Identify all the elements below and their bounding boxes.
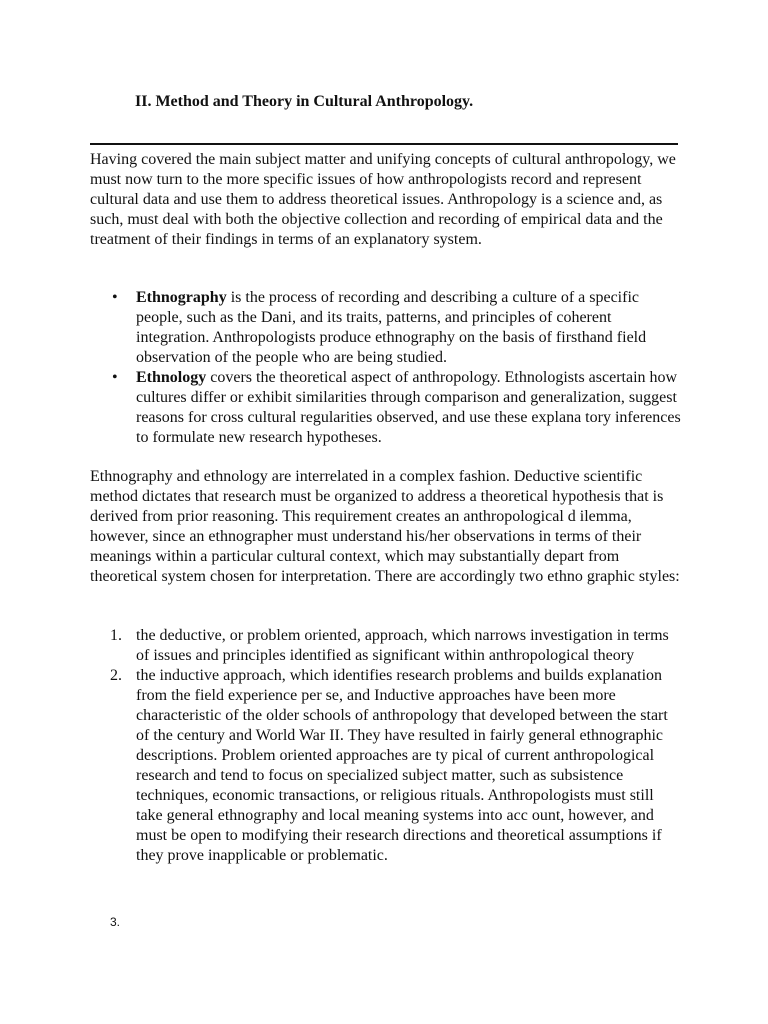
bullet-icon: • xyxy=(112,369,118,386)
list-number: 1. xyxy=(110,627,122,644)
definitions-list xyxy=(90,288,682,448)
term-ethnology: Ethnology xyxy=(136,369,207,386)
definition-ethnology: covers the theoretical aspect of anthropology. Ethnologists ascertain how cultures differ or exhibit similarities through comparison and generalization, suggest reasons for cross cultural regularities observed, and use these explana tory inferences to formulate new research hypotheses. xyxy=(136,369,681,446)
list-item-ethnography xyxy=(90,288,682,368)
list-item-inductive xyxy=(90,666,682,866)
list-item-deductive xyxy=(90,626,682,666)
definition-ethnography: is the process of recording and describing a culture of a specific people, such as the Dani, and its traits, patterns, and principles of coherent integration. Anthropologists produce ethnography on the basis of firsthand field observation of the people who are being studied. xyxy=(136,289,647,366)
list-item-ethnology xyxy=(90,368,682,448)
intro-paragraph: Having covered the main subject matter and unifying concepts of cultural anthropology, we must now turn to the more specific issues of how anthropologists record and represent cultural data and use them to address theoretical issues. Anthropology is a science and, as such, must deal with both the objective collection and recording of empirical data and the treatment of their findings in terms of an explanatory system. xyxy=(90,151,676,248)
deductive-text: the deductive, or problem oriented, approach, which narrows investigation in terms of issues and principles identified as significant within anthropological theory xyxy=(136,627,669,664)
term-ethnography: Ethnography xyxy=(136,289,227,306)
inductive-text: the inductive approach, which identifies research problems and builds explanation from the field experience per se, and Inductive approaches have been more characteristic of the older schools of anthropology that developed between the start of the century and World War II. They have resulted in fairly general ethnographic descriptions. Problem oriented approaches are ty pical of current anthropological research and tend to focus on specialized subject matter, such as subsistence techniques, economic transactions, or religious rituals. Anthropologists must still take general ethnography and local meaning systems into acc ount, however, and must be open to modifying their research directions and theoretical assumptions if they prove inapplicable or problematic. xyxy=(136,667,668,864)
bullet-icon: • xyxy=(112,289,118,306)
page-title: II. Method and Theory in Cultural Anthropology. xyxy=(135,93,474,110)
list-number: 2. xyxy=(110,667,122,684)
styles-list xyxy=(90,626,682,866)
horizontal-rule xyxy=(90,143,678,145)
relationship-paragraph: Ethnography and ethnology are interrelated in a complex fashion. Deductive scientific method dictates that research must be organized to address a theoretical hypothesis that is derived from prior reasoning. This requirement creates an anthropological d ilemma, however, since an ethnographer must understand his/her observations in terms of their meanings within a particular cultural context, which may substantially depart from theoretical system chosen for interpretation. There are accordingly two ethno graphic styles: xyxy=(90,468,680,585)
trailing-list-number: 3. xyxy=(110,915,121,929)
